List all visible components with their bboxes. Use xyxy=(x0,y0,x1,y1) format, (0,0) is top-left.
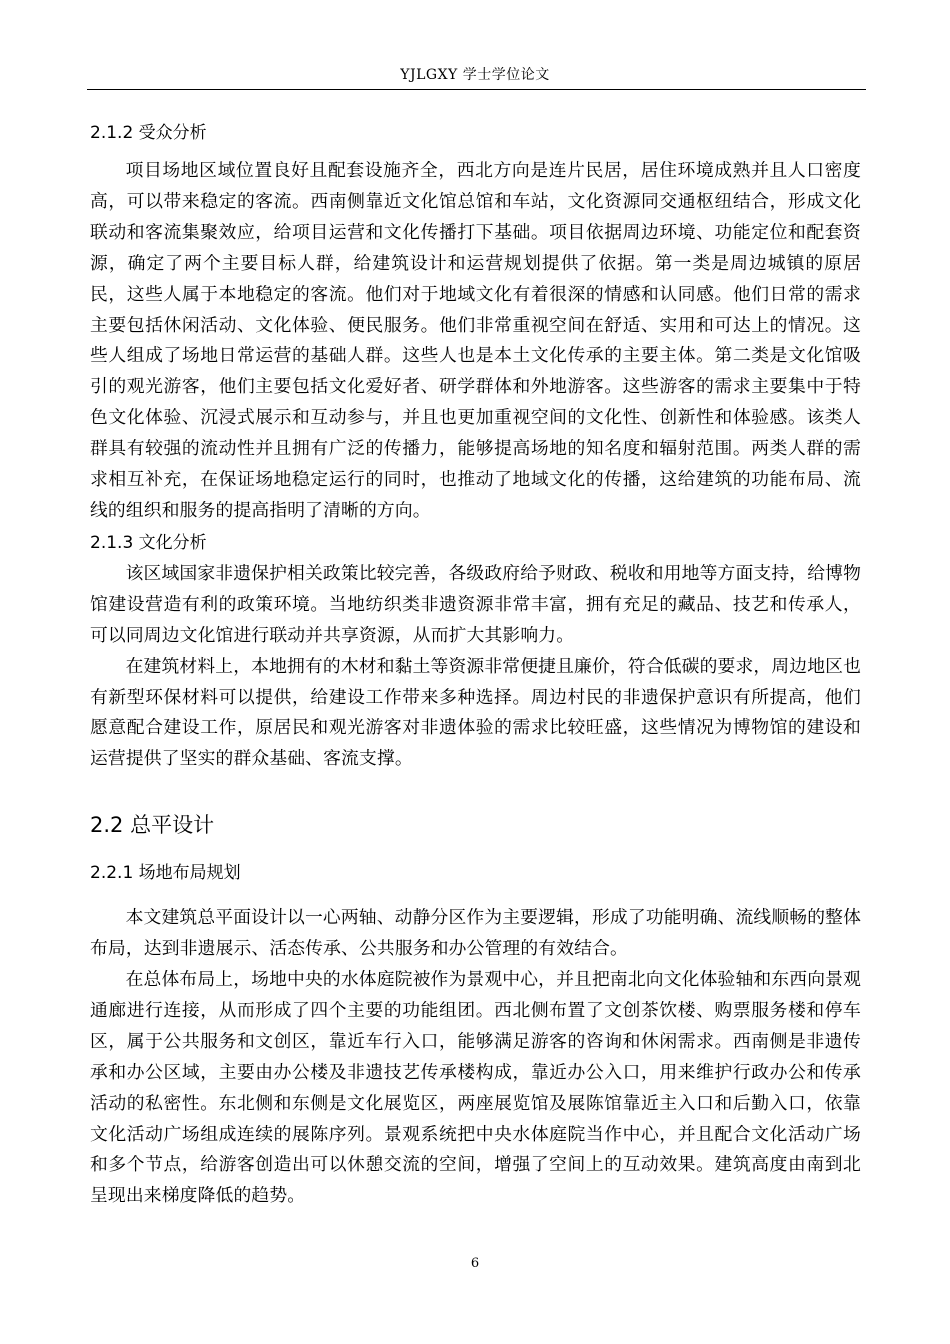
header-rule xyxy=(87,89,866,90)
paragraph: 在建筑材料上，本地拥有的木材和黏土等资源非常便捷且廉价，符合低碳的要求，周边地区也有新型环保材料可以提供，给建设工作带来多种选择。周边村民的非遗保护意识有所提高，他们愿意配合建设工作，原居民和观光游客对非遗体验的需求比较旺盛，这些情况为博物馆的建设和运营提供了坚实的群众基础、客流支撑。 xyxy=(90,655,861,770)
paragraph: 本文建筑总平面设计以一心两轴、动静分区作为主要逻辑，形成了功能明确、流线顺畅的整体布局，达到非遗展示、活态传承、公共服务和办公管理的有效结合。 xyxy=(90,907,861,960)
section-heading-2-2-1: 2.2.1 场地布局规划 xyxy=(90,863,241,884)
running-header: YJLGXY 学士学位论文 xyxy=(400,67,550,83)
paragraph: 在总体布局上，场地中央的水体庭院被作为景观中心，并且把南北向文化体验轴和东西向景观通廊进行连接，从而形成了四个主要的功能组团。西北侧布置了文创茶饮楼、购票服务楼和停车区，属于公共服务和文创区，靠近车行入口，能够满足游客的咨询和休闲需求。西南侧是非遗传承和办公区域，主要由办公楼及非遗技艺传承楼构成，靠近办公入口，用来维护行政办公和传承活动的私密性。东北侧和东侧是文化展览区，两座展览馆及展陈馆靠近主入口和后勤入口，依靠文化活动广场组成连续的展陈序列。景观系统把中央水体庭院当作中心，并且配合文化活动广场和多个节点，给游客创造出可以休憩交流的空间，增强了空间上的互动效果。建筑高度由南到北呈现出来梯度降低的趋势。 xyxy=(90,969,861,1207)
page-body xyxy=(90,119,861,1212)
section-heading-2-1-2: 2.1.2 受众分析 xyxy=(90,123,207,143)
page-number: 6 xyxy=(470,1256,480,1271)
section-heading-2-1-3: 2.1.3 文化分析 xyxy=(90,532,207,553)
paragraph: 项目场地区域位置良好且配套设施齐全，西北方向是连片民居，居住环境成熟并且人口密度高，可以带来稳定的客流。西南侧靠近文化馆总馆和车站，文化资源同交通枢纽结合，形成文化联动和客流集聚效应，给项目运营和文化传播打下基础。项目依据周边环境、功能定位和配套资源，确定了两个主要目标人群，给建筑设计和运营规划提供了依据。第一类是周边城镇的原居民，这些人属于本地稳定的客流。他们对于地域文化有着很深的情感和认同感。他们日常的需求主要包括休闲活动、文化体验、便民服务。他们非常重视空间在舒适、实用和可达上的情况。这些人组成了场地日常运营的基础人群。这些人也是本土文化传承的主要主体。第二类是文化馆吸引的观光游客，他们主要包括文化爱好者、研学群体和外地游客。这些游客的需求主要集中于特色文化体验、沉浸式展示和互动参与，并且也更加重视空间的文化性、创新性和体验感。该类人群具有较强的流动性并且拥有广泛的传播力，能够提高场地的知名度和辐射范围。两类人群的需求相互补充，在保证场地稳定运行的同时，也推动了地域文化的传播，这给建筑的功能布局、流线的组织和服务的提高指明了清晰的方向。 xyxy=(90,160,861,521)
section-heading-2-2: 2.2 总平设计 xyxy=(90,813,215,838)
paragraph: 该区域国家非遗保护相关政策比较完善，各级政府给予财政、税收和用地等方面支持，给博物馆建设营造有利的政策环境。当地纺织类非遗资源非常丰富，拥有充足的藏品、技艺和传承人，可以同周边文化馆进行联动并共享资源，从而扩大其影响力。 xyxy=(90,562,861,646)
